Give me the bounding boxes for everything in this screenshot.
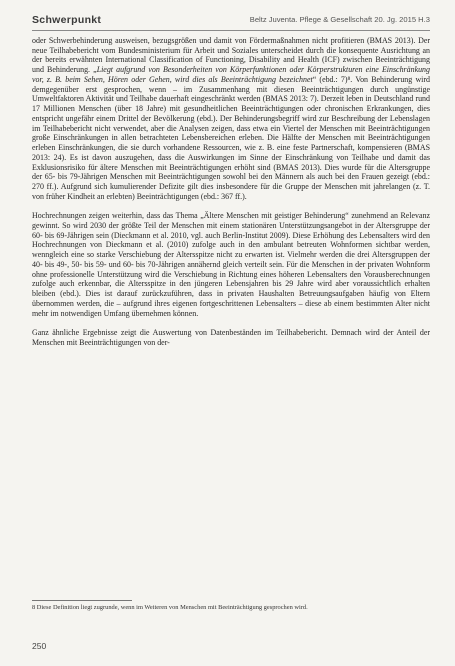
journal-reference: Beltz Juventa. Pflege & Gesellschaft 20. Jg. 2015 H.3 xyxy=(249,15,430,24)
paragraph-3: Ganz ähnliche Ergebnisse zeigt die Auswertung von Datenbeständen im Teilhabebericht. Demnach wird der Anteil der Menschen mit Beeinträchtigungen von der- xyxy=(32,328,430,347)
paragraph-1 xyxy=(32,36,430,201)
paragraph-1-quote: Liegt aufgrund von Besonderheiten von Körperfunktionen oder Körperstrukturen eine Einschränkung vor, z. B. beim Sehen, Hören oder Gehen, wird dies als Beeinträchtigung bezeichnet xyxy=(32,65,430,84)
running-header xyxy=(32,14,430,31)
section-title: Schwerpunkt xyxy=(32,14,102,26)
footnote: 8 Diese Definition liegt zugrunde, wenn im Weiteren von Menschen mit Beeinträchtigung gesprochen wird. xyxy=(32,604,308,611)
paragraph-1-end: “ (ebd.: 7)⁸. Von Behinderung wird demgegenüber erst gesprochen, wenn – im Zusammenhang mit diesen Beeinträchtigungen durch ungünstige Umweltfaktoren Aktivität und Teilhabe dauerhaft eingeschränkt werden (BMAS 2013: 7). Derzeit leben in Deutschland rund 17 Millionen Menschen (über 18 Jahre) mit gesundheitlichen Beeinträchtigungen oder chronischen Erkrankungen, dies entspricht ungefähr einem Drittel der Bevölkerung (ebd.). Der Behinderungsbegriff wird zur Beschreibung der Lebenslagen im Teilhabebericht nicht verwendet, aber die Analysen zeigen, dass etwa ein Viertel der Menschen mit Beeinträchtigungen große Einschränkungen in allen betrachteten Lebensbereichen erleben. Die Hälfte der Menschen mit Beeinträchtigungen erleben Einschränkungen, die sie durch vorhandene Ressourcen, wie z. B. eine feste Partnerschaft, kompensieren (BMAS 2013: 24). Es ist davon auszugehen, dass die Auswirkungen im Sinne der Einschränkung von Teilhabe und damit das Exklusionsrisiko für ältere Menschen mit Beeinträchtigungen erhöht sind (BMAS 2013). Dies wurde für die Altersgruppe der 65- bis 79-Jährigen Menschen mit Beeinträchtigungen sowohl bei den Männern als auch bei den Frauen gezeigt (ebd.: 270 ff.). Aufgrund sich kumulierender Defizite gilt dies insbesondere für die Gruppe der Menschen mit jahrelangen (z. T. von früher Kindheit an erlebten) Beeinträchtigungen (ebd.: 367 ff.). xyxy=(32,74,430,201)
article-body xyxy=(32,36,430,348)
footnote-divider xyxy=(32,600,132,601)
paragraph-1-start: oder Schwerbehinderung ausweisen, bezugsgrößen und damit von Fördermaßnahmen nicht profitieren (BMAS 2013). Der neue Teilhabebericht vom Bundesministerium für Arbeit und Soziales unterscheidet durch die konsequente Ausrichtung an der bereits erwähnten International Classification of Functioning, Disability and Health (ICF) zwischen Beeinträchtigung und Behinderung. „ xyxy=(32,36,430,75)
paragraph-2: Hochrechnungen zeigen weiterhin, dass das Thema „Ältere Menschen mit geistiger Behinderung“ zunehmend an Relevanz gewinnt. So wird 2030 der größte Teil der Menschen mit einem stationären Unterstützungsangebot in der Altersgruppe der 60- bis 69-Jährigen sein (Dieckmann et al. 2010, vgl. auch Berlin-Institut 2009). Diese Erhöhung des Lebensalters wird den Hochrechnungen von Dieckmann et al. (2010) zufolge auch in den ambulant betreuten Wohnformen sichtbar werden, wenngleich eine so starke Verschiebung der Altersspitze nicht zu erwarten ist. Vielmehr werden die drei Altersgruppen der 40- bis 49-, 50- bis 59- und 60- bis 70-Jährigen annähernd gleich verteilt sein. Für die Menschen in der privaten Wohnform ohne professionelle Unterstützung wird die Verschiebung in Richtung eines höheren Lebensalters den Vorausberechnungen zufolge auch erkennbar, die Altersspitze in den jüngeren Lebensjahren bis 29 Jahre wird aber voraussichtlich erhalten bleiben (ebd.). Dies ist darauf zurückzuführen, dass in privaten Haushalten Betreuungsaufgaben häufig von Eltern übernommen werden, die – aufgrund ihres eigenen fortgeschrittenen Lebensalters – diese ab einem bestimmten Alter nicht mehr im notwendigen Umfang übernehmen können. xyxy=(32,211,430,318)
page-number: 250 xyxy=(32,641,47,651)
